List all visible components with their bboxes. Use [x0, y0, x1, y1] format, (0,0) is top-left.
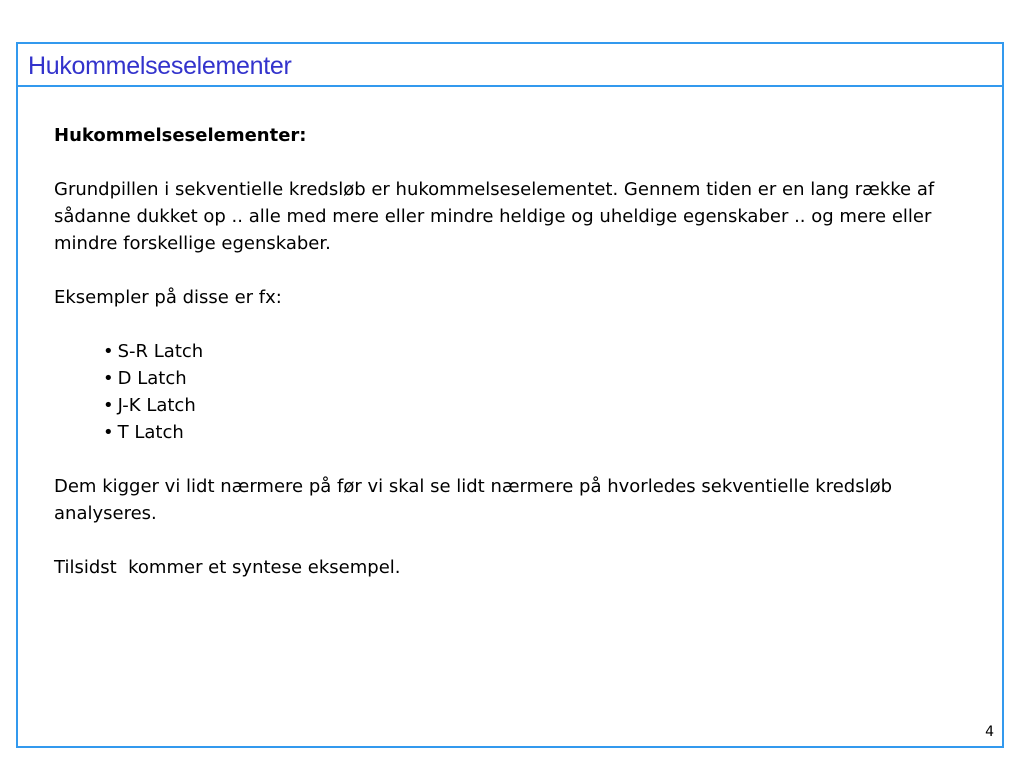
analysis-paragraph: Dem kigger vi lidt nærmere på før vi skal se lidt nærmere på hvorledes sekventielle kredsløb analyseres. [54, 476, 893, 524]
list-item-label: J-K Latch [117, 395, 196, 416]
bullet-icon: • [103, 368, 114, 389]
spacer [54, 446, 984, 473]
bullet-icon: • [103, 341, 114, 362]
list-item [103, 392, 984, 419]
bullet-icon: • [103, 422, 114, 443]
synthesis-paragraph: Tilsidst kommer et syntese eksempel. [54, 557, 401, 578]
spacer [54, 149, 984, 176]
spacer [54, 311, 984, 338]
examples-intro: Eksempler på disse er fx: [54, 287, 282, 308]
list-item [103, 419, 984, 446]
list-item-label: T Latch [117, 422, 184, 443]
slide-content [54, 122, 984, 581]
spacer [54, 257, 984, 284]
spacer [54, 527, 984, 554]
intro-paragraph: Grundpillen i sekventielle kredsløb er hukommelseselementet. Gennem tiden er en lang række af sådanne dukket op .. alle med mere eller mindre heldige og uheldige egenskaber .. og mere eller mindre forskellige egenskaber. [54, 179, 935, 254]
title-bar [18, 44, 1002, 87]
list-item [103, 365, 984, 392]
list-item-label: S-R Latch [117, 341, 204, 362]
bullet-icon: • [103, 395, 114, 416]
page-number: 4 [985, 724, 994, 740]
list-item [103, 338, 984, 365]
slide-frame [16, 42, 1004, 748]
list-item-label: D Latch [117, 368, 187, 389]
examples-list [54, 338, 984, 446]
slide-title: Hukommelseselementer [28, 52, 292, 80]
content-heading: Hukommelseselementer: [54, 125, 307, 146]
